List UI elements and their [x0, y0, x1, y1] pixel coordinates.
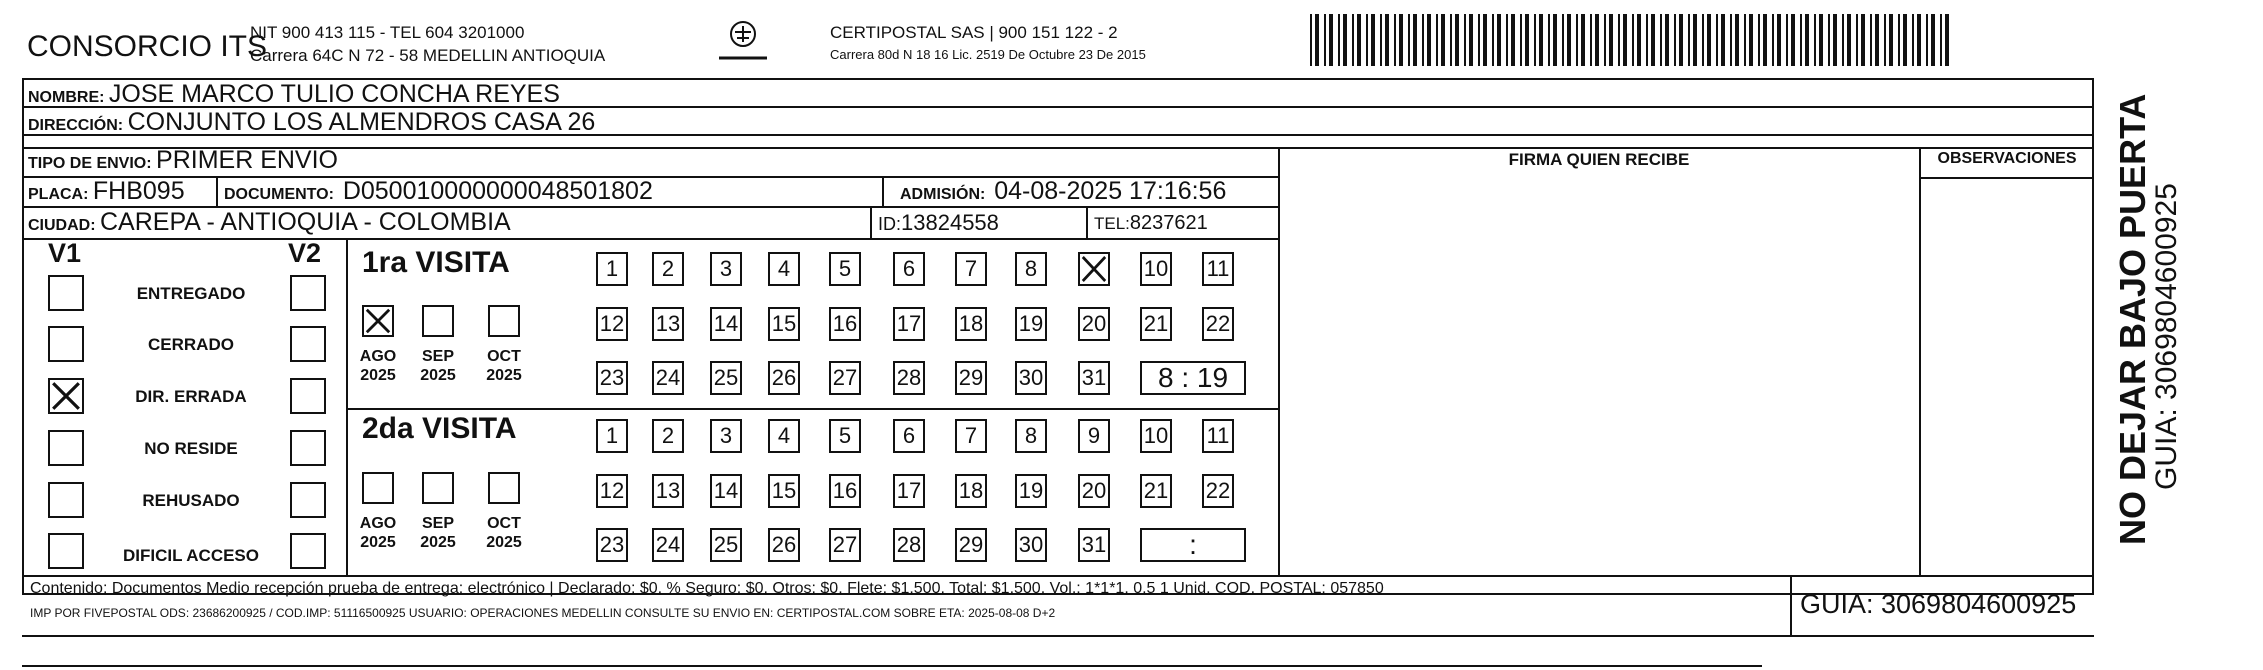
day-box[interactable]: 21 [1140, 307, 1172, 341]
day-box[interactable]: 31 [1078, 528, 1110, 562]
day-box[interactable]: 14 [710, 474, 742, 508]
observations-area[interactable] [1922, 180, 2092, 572]
side-guia: GUIA: 3069804600925 [2150, 183, 2183, 490]
month-year: 2025 [420, 367, 456, 384]
courier-name: CERTIPOSTAL SAS | 900 151 122 - 2 [830, 23, 1118, 42]
signature-header: FIRMA QUIEN RECIBE [1508, 150, 1690, 169]
v2-checkbox[interactable] [290, 326, 326, 362]
status-label: DIFICIL ACCESO [122, 546, 259, 565]
day-box[interactable]: 20 [1078, 307, 1110, 341]
status-label: NO RESIDE [144, 439, 238, 458]
v2-checkbox[interactable] [290, 430, 326, 466]
v1-label: V1 [48, 238, 82, 268]
day-box[interactable]: 27 [829, 361, 861, 395]
day-box[interactable]: 30 [1015, 361, 1047, 395]
city-value: CAREPA - ANTIOQUIA - COLOMBIA [100, 208, 511, 236]
day-box[interactable]: 29 [955, 361, 987, 395]
day-box[interactable]: 19 [1015, 474, 1047, 508]
id-row [878, 210, 999, 236]
admission-row [900, 177, 1226, 206]
imp-line: IMP POR FIVEPOSTAL ODS: 23686200925 / COD.IMP: 51116500925 USUARIO: OPERACIONES MEDELLIN CONSULTE SU ENVIO EN: CERTIPOSTAL.COM SOBRE ETA: 2025-08-08 D+2 [30, 606, 1056, 620]
month-label [413, 347, 463, 385]
certipostal-logo [713, 18, 773, 66]
document-value: D050010000000048501802 [342, 177, 653, 205]
second-visit-title: 2da VISITA [362, 412, 517, 445]
month-checkbox[interactable] [362, 305, 394, 337]
day-box[interactable]: 23 [596, 361, 628, 395]
name-row [28, 80, 560, 109]
month-name: SEP [421, 515, 454, 532]
address-row [28, 108, 595, 137]
city-row [28, 208, 511, 237]
recipient-name: JOSE MARCO TULIO CONCHA REYES [108, 80, 560, 108]
day-box[interactable]: 2 [652, 419, 684, 453]
day-box[interactable]: 6 [893, 252, 925, 286]
time-box[interactable]: 8 : 19 [1140, 361, 1246, 395]
month-label [479, 514, 529, 552]
day-box[interactable]: 8 [1015, 252, 1047, 286]
v1-checkbox[interactable] [48, 430, 84, 466]
plate-label: PLACA: [28, 186, 89, 203]
month-year: 2025 [360, 367, 396, 384]
day-box[interactable]: 28 [893, 528, 925, 562]
type-row [28, 146, 338, 175]
day-box[interactable]: 4 [768, 419, 800, 453]
day-box[interactable]: 1 [596, 419, 628, 453]
month-checkbox[interactable] [488, 305, 520, 337]
v2-label: V2 [288, 238, 322, 268]
id-value: 13824558 [901, 210, 999, 235]
admission-value: 04-08-2025 17:16:56 [994, 177, 1227, 205]
document-row [224, 177, 653, 206]
v2-checkbox[interactable] [290, 275, 326, 311]
company-nit: NIT 900 413 115 - TEL 604 3201000 [250, 23, 525, 42]
company-name: CONSORCIO ITS [27, 30, 268, 63]
month-checkbox[interactable] [362, 472, 394, 504]
day-box[interactable]: 13 [652, 474, 684, 508]
month-year: 2025 [420, 534, 456, 551]
v2-checkbox[interactable] [290, 533, 326, 569]
v1-checkbox[interactable] [48, 275, 84, 311]
day-box[interactable]: 17 [893, 474, 925, 508]
day-box[interactable]: 4 [768, 252, 800, 286]
day-box[interactable]: 7 [955, 419, 987, 453]
courier-license: Carrera 80d N 18 16 Lic. 2519 De Octubre 23 De 2015 [830, 47, 1146, 62]
status-label: DIR. ERRADA [135, 387, 247, 406]
month-label [353, 347, 403, 385]
day-box[interactable]: 10 [1140, 419, 1172, 453]
day-box[interactable]: 23 [596, 528, 628, 562]
day-box[interactable]: 29 [955, 528, 987, 562]
day-box[interactable]: 28 [893, 361, 925, 395]
name-label: NOMBRE: [28, 89, 105, 106]
month-year: 2025 [360, 534, 396, 551]
day-box[interactable]: 22 [1202, 307, 1234, 341]
day-box[interactable]: 15 [768, 474, 800, 508]
day-box[interactable]: 1 [596, 252, 628, 286]
shipment-type: PRIMER ENVIO [156, 146, 339, 174]
status-label: REHUSADO [142, 491, 240, 510]
day-box[interactable]: 31 [1078, 361, 1110, 395]
day-box[interactable]: 12 [596, 474, 628, 508]
day-box[interactable]: 21 [1140, 474, 1172, 508]
day-box[interactable]: 27 [829, 528, 861, 562]
footer-guia: GUIA: 3069804600925 [1800, 589, 2077, 619]
status-label: ENTREGADO [136, 284, 246, 303]
admission-label: ADMISIÓN: [900, 186, 986, 203]
month-label [479, 347, 529, 385]
day-box[interactable]: 14 [710, 307, 742, 341]
day-box[interactable]: 19 [1015, 307, 1047, 341]
month-checkbox[interactable] [488, 472, 520, 504]
day-box[interactable]: 10 [1140, 252, 1172, 286]
month-year: 2025 [486, 367, 522, 384]
address-label: DIRECCIÓN: [28, 117, 124, 134]
plate-value: FHB095 [92, 177, 185, 205]
month-name: AGO [359, 515, 397, 532]
day-box[interactable] [1078, 252, 1110, 286]
plate-row [28, 177, 185, 206]
month-checkbox[interactable] [422, 472, 454, 504]
day-box[interactable]: 25 [710, 528, 742, 562]
document-label: DOCUMENTO: [224, 186, 334, 203]
v1-checkbox[interactable] [48, 378, 84, 414]
day-box[interactable]: 5 [829, 419, 861, 453]
day-box[interactable]: 11 [1202, 419, 1234, 453]
day-box[interactable]: 16 [829, 474, 861, 508]
day-box[interactable]: 30 [1015, 528, 1047, 562]
day-box[interactable]: 18 [955, 474, 987, 508]
day-box[interactable]: 7 [955, 252, 987, 286]
day-box[interactable]: 25 [710, 361, 742, 395]
day-box[interactable]: 12 [596, 307, 628, 341]
recipient-address: CONJUNTO LOS ALMENDROS CASA 26 [127, 108, 596, 136]
day-box[interactable]: 26 [768, 528, 800, 562]
day-box[interactable]: 11 [1202, 252, 1234, 286]
day-box[interactable]: 16 [829, 307, 861, 341]
day-box[interactable]: 22 [1202, 474, 1234, 508]
day-box[interactable]: 15 [768, 307, 800, 341]
day-box[interactable]: 24 [652, 361, 684, 395]
v2-checkbox[interactable] [290, 482, 326, 518]
day-box[interactable]: 3 [710, 419, 742, 453]
month-name: OCT [487, 348, 521, 365]
day-box[interactable]: 6 [893, 419, 925, 453]
signature-area[interactable] [1282, 180, 1916, 572]
day-box[interactable]: 20 [1078, 474, 1110, 508]
v1-checkbox[interactable] [48, 482, 84, 518]
v1-checkbox[interactable] [48, 326, 84, 362]
month-name: OCT [487, 515, 521, 532]
day-box[interactable]: 2 [652, 252, 684, 286]
v1-checkbox[interactable] [48, 533, 84, 569]
tel-row [1094, 212, 1208, 235]
status-label: CERRADO [148, 335, 234, 354]
barcode [1310, 14, 1950, 66]
day-box[interactable]: 8 [1015, 419, 1047, 453]
day-box[interactable]: 9 [1078, 419, 1110, 453]
day-box[interactable]: 17 [893, 307, 925, 341]
day-box[interactable]: 26 [768, 361, 800, 395]
company-address: Carrera 64C N 72 - 58 MEDELLIN ANTIOQUIA [250, 46, 606, 65]
day-box[interactable]: 13 [652, 307, 684, 341]
month-label [413, 514, 463, 552]
day-box[interactable]: 18 [955, 307, 987, 341]
city-label: CIUDAD: [28, 217, 96, 234]
observations-header: OBSERVACIONES [1937, 150, 2077, 167]
day-box[interactable]: 24 [652, 528, 684, 562]
month-checkbox[interactable] [422, 305, 454, 337]
month-name: AGO [359, 348, 397, 365]
month-label [353, 514, 403, 552]
id-label: ID: [878, 214, 902, 234]
tel-label: TEL: [1094, 214, 1130, 233]
day-box[interactable]: 3 [710, 252, 742, 286]
month-year: 2025 [486, 534, 522, 551]
first-visit-title: 1ra VISITA [362, 246, 510, 279]
month-name: SEP [421, 348, 454, 365]
day-box[interactable]: 5 [829, 252, 861, 286]
v2-checkbox[interactable] [290, 378, 326, 414]
type-label: TIPO DE ENVIO: [28, 155, 152, 172]
side-warning: NO DEJAR BAJO PUERTA [2112, 93, 2153, 545]
tel-value: 8237621 [1129, 212, 1208, 234]
time-box[interactable]: : [1140, 528, 1246, 562]
contents-line: Contenido: Documentos Medio recepción prueba de entrega: electrónico | Declarado: $0, % Seguro: $0, Otros: $0, Flete: $1,500, Total: $1,500. Vol.: 1*1*1. 0.5 1 Unid. COD. POSTAL: 057850 [30, 580, 1384, 597]
